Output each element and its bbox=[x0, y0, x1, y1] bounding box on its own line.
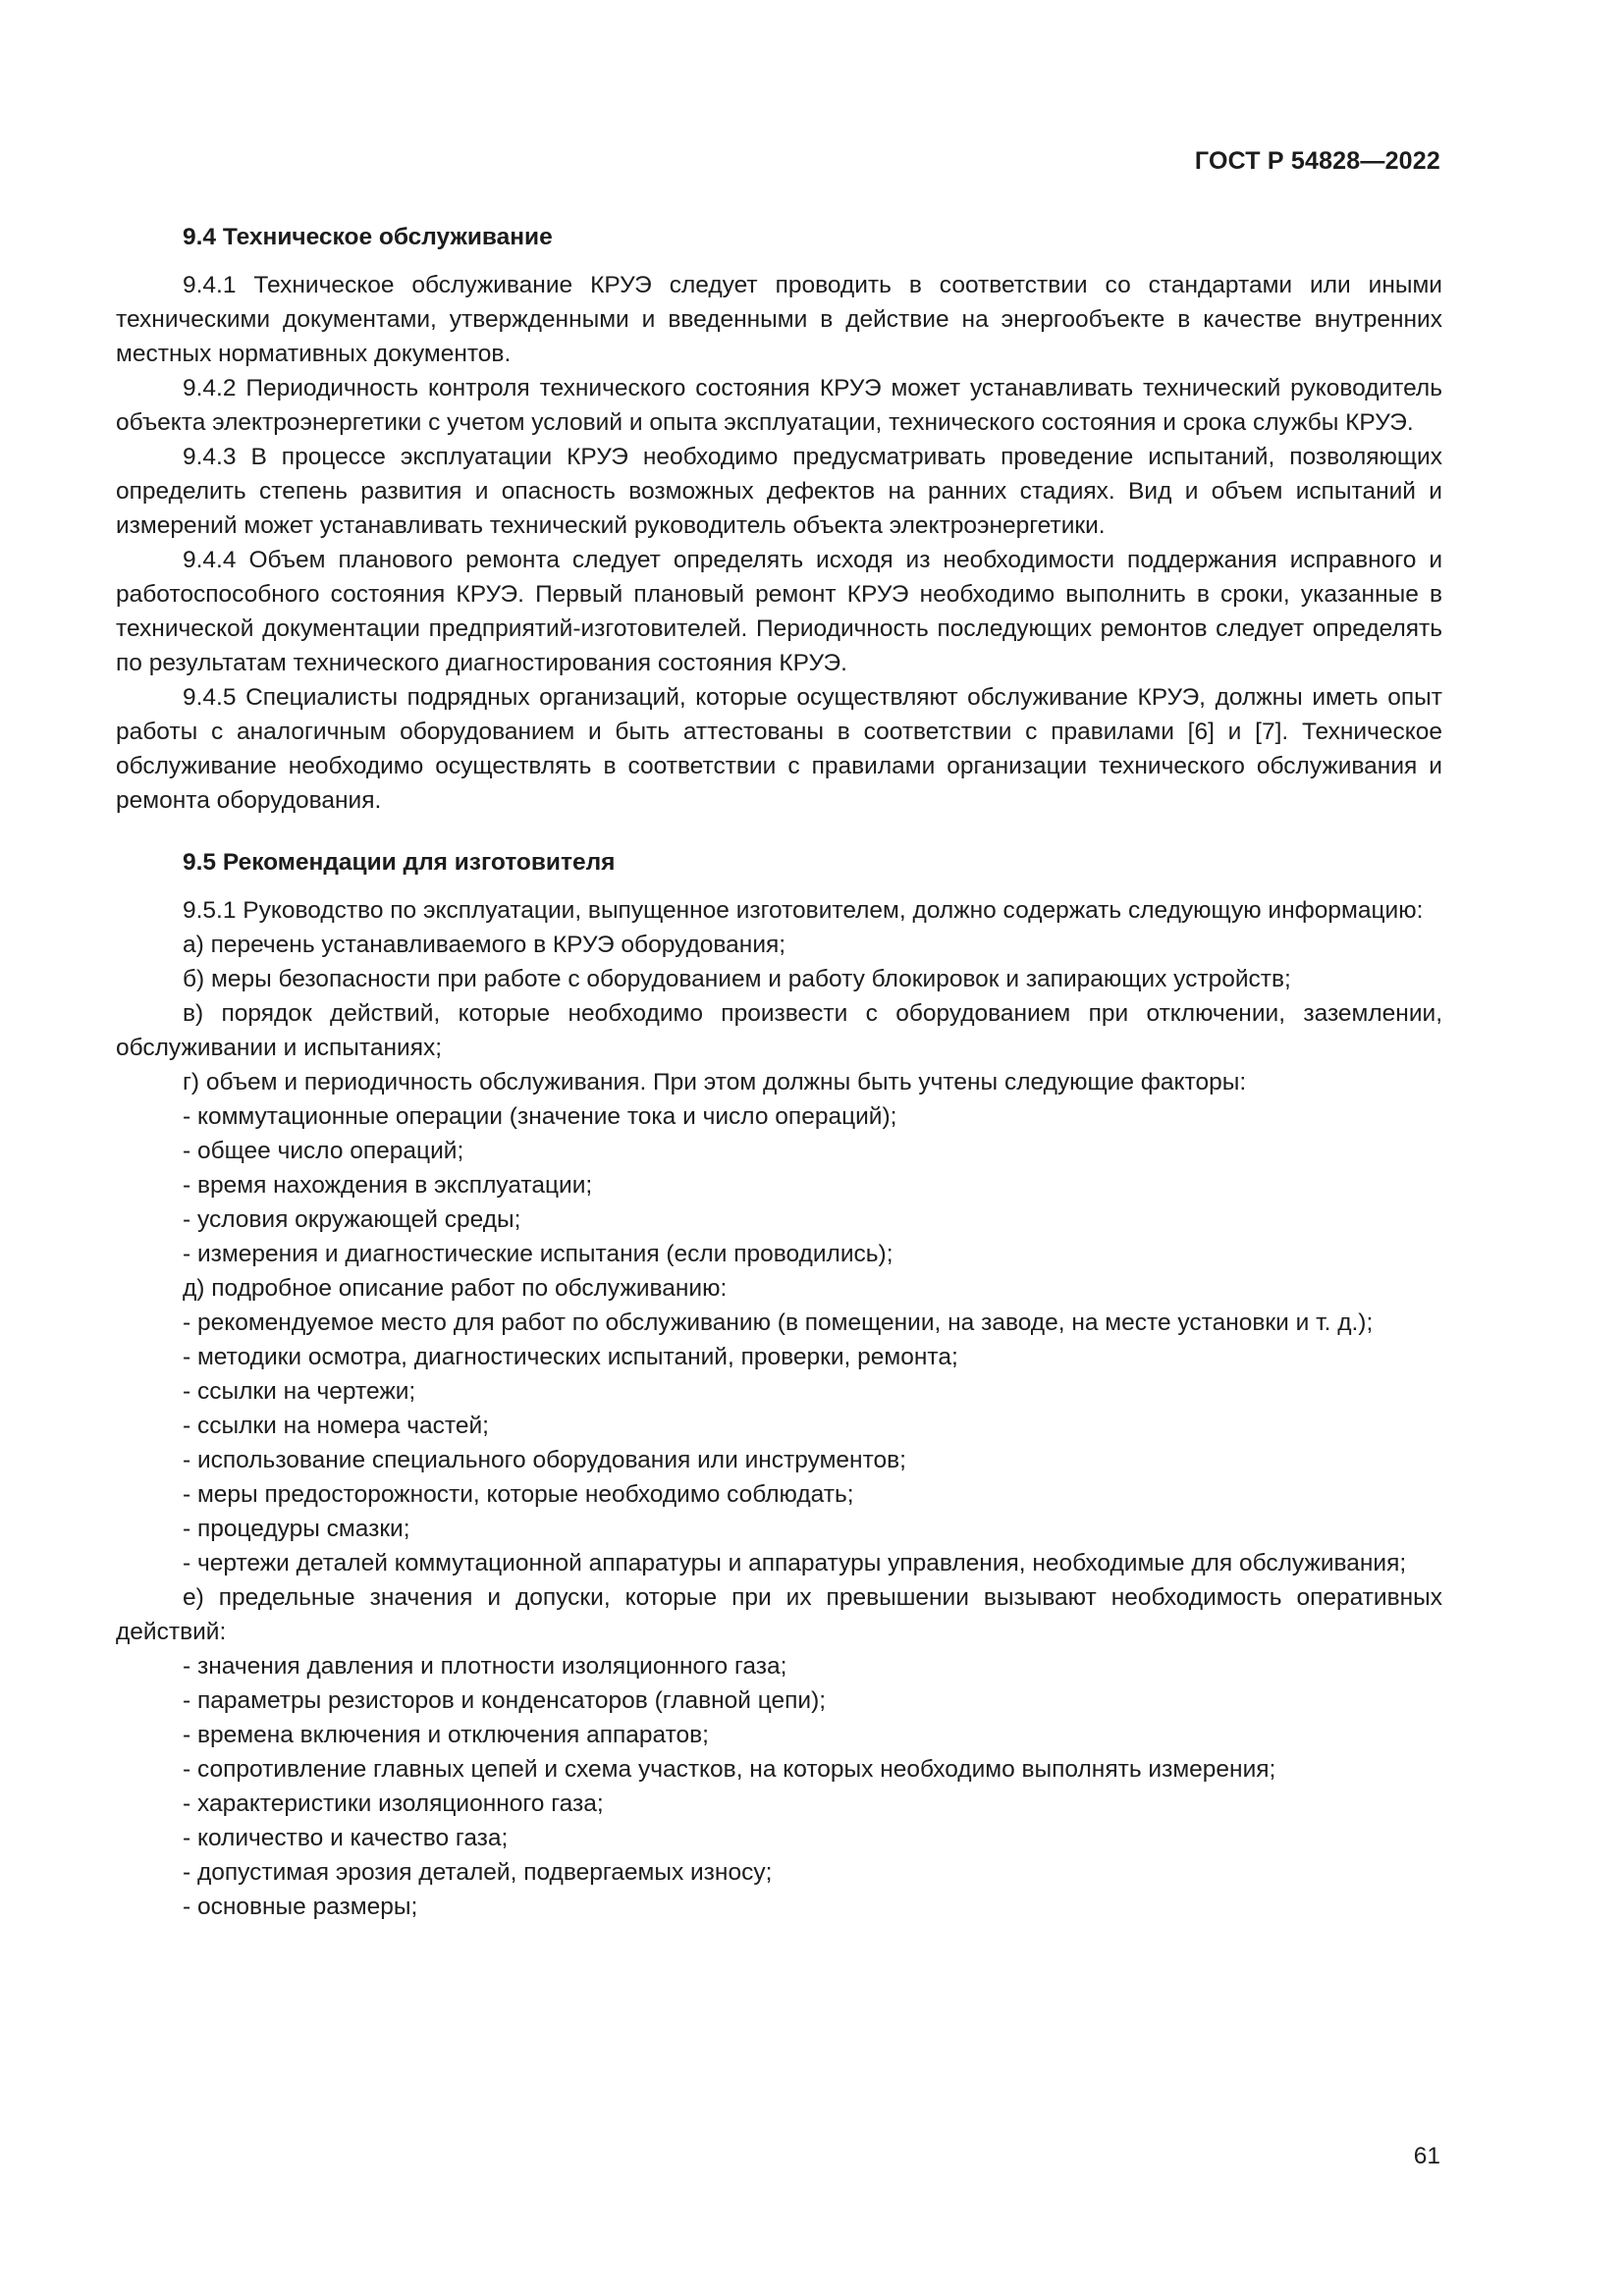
dash-item: - времена включения и отключения аппаратов; bbox=[183, 1722, 709, 1748]
dash-item: - коммутационные операции (значение тока и число операций); bbox=[183, 1103, 897, 1130]
list-item-g: г) объем и периодичность обслуживания. При этом должны быть учтены следующие факторы: bbox=[183, 1069, 1247, 1095]
list-item-a: а) перечень устанавливаемого в КРУЭ оборудования; bbox=[183, 932, 786, 958]
dash-item: - меры предосторожности, которые необходимо соблюдать; bbox=[183, 1481, 854, 1508]
dash-item: - допустимая эрозия деталей, подвергаемых износу; bbox=[183, 1859, 773, 1886]
dash-item: - методики осмотра, диагностических испытаний, проверки, ремонта; bbox=[183, 1344, 958, 1370]
dash-item: - сопротивление главных цепей и схема участков, на которых необходимо выполнять измерения; bbox=[183, 1756, 1276, 1783]
list-item-v: в) порядок действий, которые необходимо произвести с оборудованием при отключении, заземлении, обслуживании и испытаниях; bbox=[116, 1000, 1442, 1061]
dash-item: - рекомендуемое место для работ по обслуживанию (в помещении, на заводе, на месте установки и т. д.); bbox=[183, 1309, 1374, 1336]
page-number: 61 bbox=[1413, 2143, 1440, 2169]
list-item-d: д) подробное описание работ по обслуживанию: bbox=[183, 1275, 728, 1302]
dash-item: - ссылки на номера частей; bbox=[183, 1413, 489, 1439]
paragraph-9-5-1: 9.5.1 Руководство по эксплуатации, выпущенное изготовителем, должно содержать следующую информацию: bbox=[183, 897, 1424, 924]
paragraph-9-4-2: 9.4.2 Периодичность контроля технического состояния КРУЭ может устанавливать технический руководитель объекта электроэнергетики с учетом условий и опыта эксплуатации, технического состояния и срока службы КРУЭ. bbox=[116, 375, 1442, 436]
page-content bbox=[116, 220, 1442, 1924]
list-item-e: е) предельные значения и допуски, которые при их превышении вызывают необходимость оперативных действий: bbox=[116, 1584, 1442, 1645]
dash-item: - чертежи деталей коммутационной аппаратуры и аппаратуры управления, необходимые для обслуживания; bbox=[183, 1550, 1407, 1576]
paragraph-9-4-1: 9.4.1 Техническое обслуживание КРУЭ следует проводить в соответствии со стандартами или иными техническими документами, утвержденными и введенными в действие на энергообъекте в качестве внутренних местных нормативных документов. bbox=[116, 272, 1442, 367]
paragraph-9-4-3: 9.4.3 В процессе эксплуатации КРУЭ необходимо предусматривать проведение испытаний, позволяющих определить степень развития и опасность возможных дефектов на ранних стадиях. Вид и объем испытаний и измерений может устанавливать технический руководитель объекта электроэнергетики. bbox=[116, 444, 1442, 539]
paragraph-9-4-5: 9.4.5 Специалисты подрядных организаций, которые осуществляют обслуживание КРУЭ, должны иметь опыт работы с аналогичным оборудованием и быть аттестованы в соответствии с правилами [6] и [7]. Техническое обслуживание необходимо осуществлять в соответствии с правилами организации технического обслуживания и ремонта оборудования. bbox=[116, 684, 1442, 814]
section-9-5-heading: 9.5 Рекомендации для изготовителя bbox=[183, 849, 616, 876]
dash-item: - значения давления и плотности изоляционного газа; bbox=[183, 1653, 787, 1680]
standard-header: ГОСТ Р 54828—2022 bbox=[1194, 147, 1440, 175]
section-9-4-heading: 9.4 Техническое обслуживание bbox=[183, 224, 553, 250]
list-item-b: б) меры безопасности при работе с оборудованием и работу блокировок и запирающих устройств; bbox=[183, 966, 1291, 992]
dash-item: - использование специального оборудования или инструментов; bbox=[183, 1447, 906, 1473]
dash-item: - характеристики изоляционного газа; bbox=[183, 1790, 604, 1817]
dash-item: - условия окружающей среды; bbox=[183, 1206, 521, 1233]
dash-item: - ссылки на чертежи; bbox=[183, 1378, 416, 1405]
dash-item: - время нахождения в эксплуатации; bbox=[183, 1172, 593, 1199]
dash-item: - процедуры смазки; bbox=[183, 1516, 410, 1542]
dash-item: - измерения и диагностические испытания (если проводились); bbox=[183, 1241, 893, 1267]
dash-item: - основные размеры; bbox=[183, 1894, 418, 1920]
paragraph-9-4-4: 9.4.4 Объем планового ремонта следует определять исходя из необходимости поддержания исправного и работоспособного состояния КРУЭ. Первый плановый ремонт КРУЭ необходимо выполнить в сроки, указанные в технической документации предприятий-изготовителей. Периодичность последующих ремонтов следует определять по результатам технического диагностирования состояния КРУЭ. bbox=[116, 547, 1442, 676]
dash-item: - параметры резисторов и конденсаторов (главной цепи); bbox=[183, 1687, 827, 1714]
dash-item: - количество и качество газа; bbox=[183, 1825, 509, 1851]
dash-item: - общее число операций; bbox=[183, 1138, 464, 1164]
